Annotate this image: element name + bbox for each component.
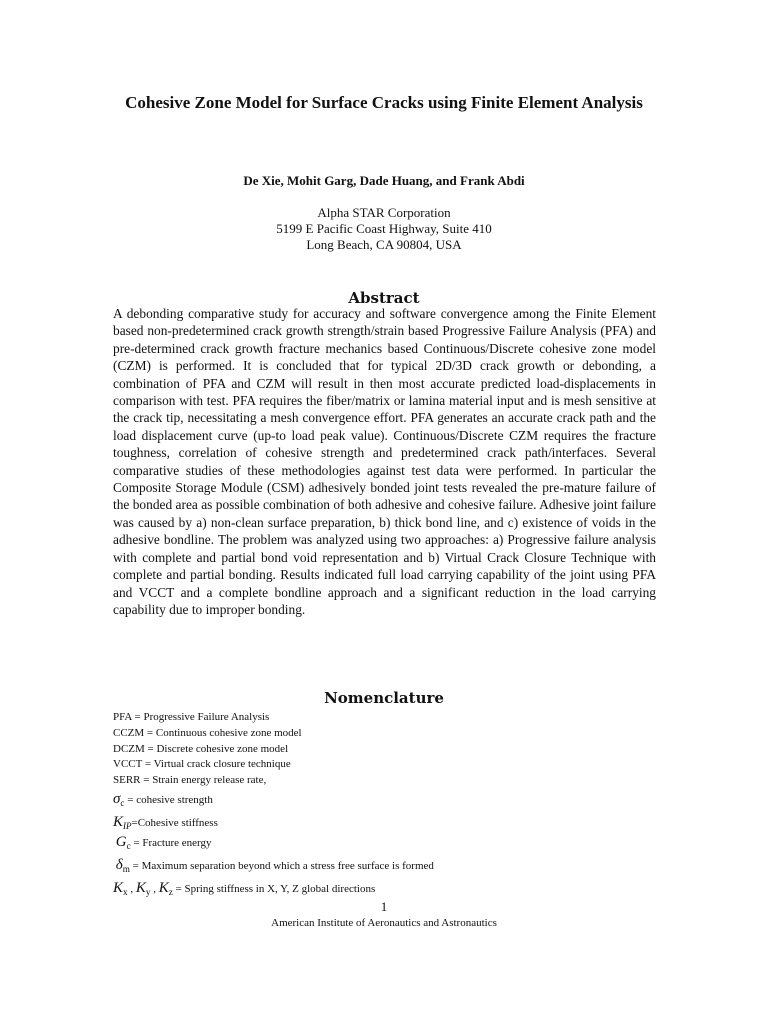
page-number: 1 [380, 899, 388, 914]
g-symbol: G [115, 833, 127, 850]
nomenclature-item: PFA = Progressive Failure Analysis [113, 711, 270, 723]
sigma-subscript: c [120, 798, 125, 809]
abstract-body: A debonding comparative study for accuracy and software convergence among the Finite Element based non-predetermined crack growth strength/strain based Progressive Failure Analysis (PFA) and pre-determined crack growth fracture mechanics based Continuous/Discrete cohesive zone model (CZM) is performed. It is concluded that for typical 2D/3D crack growth or debonding, a combination of PFA and CZM will result in then most accurate predicted load-displacements in comparison with test. PFA requires the fiber/matrix or lamina material input and is mesh sensitive at the crack tip, necessitating a mesh convergence effort. PFA generates an accurate crack path and the load displacement curve (up-to load peak value). Continuous/Discrete CZM requires the fracture toughness, correlation of cohesive strength and predetermined crack path/interfaces. Several comparative studies of these methodologies against test data were performed. In particular the Composite Storage Module (CSM) adhesively bonded joint tests revealed the pre-mature failure of the bonded area as possible combination of both adhesive and cohesive failure. Adhesive joint failure was caused by a) non-clean surface preparation, b) thick bond line, and c) existence of voids in the adhesive bondline. The problem was analyzed using two approaches: a) Progressive failure analysis with complete and partial bond void representation and b) Virtual Crack Closure Technique with complete and partial bonding. Results indicated full load carrying capability of the joint using PFA and VCCT and a complete bondline approach and a significant reduction in the load carrying capability due to improper bonding. [113, 306, 656, 617]
kxyz-definition: = Spring stiffness in X, Y, Z global directions [172, 882, 376, 895]
nomenclature-item-sigma [113, 792, 434, 812]
affiliation-block [0, 205, 768, 253]
g-definition: = Fracture energy [130, 836, 212, 849]
ky-subscript: y [145, 887, 151, 898]
abstract-heading: Abstract [348, 289, 420, 307]
delta-definition: = Maximum separation beyond which a stress free surface is formed [129, 859, 434, 872]
paper-title: Cohesive Zone Model for Surface Cracks using Finite Element Analysis [125, 93, 643, 112]
nomenclature-item-delta [113, 858, 434, 878]
nomenclature-item-kxyz: $K_x$ , $K_y$ , $K_z$ = Spring stiffness in X, Y, Z global directions [113, 879, 376, 898]
nomenclature-item: CCZM = Continuous cohesive zone model [113, 726, 302, 739]
g-subscript: c [126, 841, 131, 852]
nomenclature-item-kip [113, 815, 434, 835]
k-subscript: IP [123, 821, 132, 832]
author-list: De Xie, Mohit Garg, Dade Huang, and Frank Abdi [243, 173, 525, 188]
k-symbol: K [113, 813, 124, 830]
affiliation-street: 5199 E Pacific Coast Highway, Suite 410 [276, 221, 492, 236]
nomenclature-item: SERR = Strain energy release rate, [113, 774, 267, 787]
nomenclature-heading: Nomenclature [324, 689, 444, 707]
k-definition: =Cohesive stiffness [131, 816, 218, 829]
delta-subscript: m [122, 864, 130, 875]
sigma-definition: = cohesive strength [124, 793, 213, 806]
nomenclature-item-gc [113, 835, 434, 855]
affiliation-org: Alpha STAR Corporation [317, 205, 451, 220]
delta-symbol: δ [115, 856, 123, 873]
journal-footer: American Institute of Aeronautics and Astronautics [271, 917, 497, 929]
kz-symbol: K [158, 879, 169, 896]
nomenclature-list [113, 710, 434, 901]
nomenclature-item: VCCT = Virtual crack closure technique [113, 758, 291, 771]
affiliation-city: Long Beach, CA 90804, USA [306, 237, 462, 252]
nomenclature-item: DCZM = Discrete cohesive zone model [113, 742, 289, 755]
ky-symbol: K [135, 879, 146, 896]
kx-symbol: K [113, 879, 124, 896]
kz-subscript: z [168, 887, 173, 898]
sigma-symbol: σ [113, 790, 121, 807]
kx-subscript: x [123, 887, 128, 898]
